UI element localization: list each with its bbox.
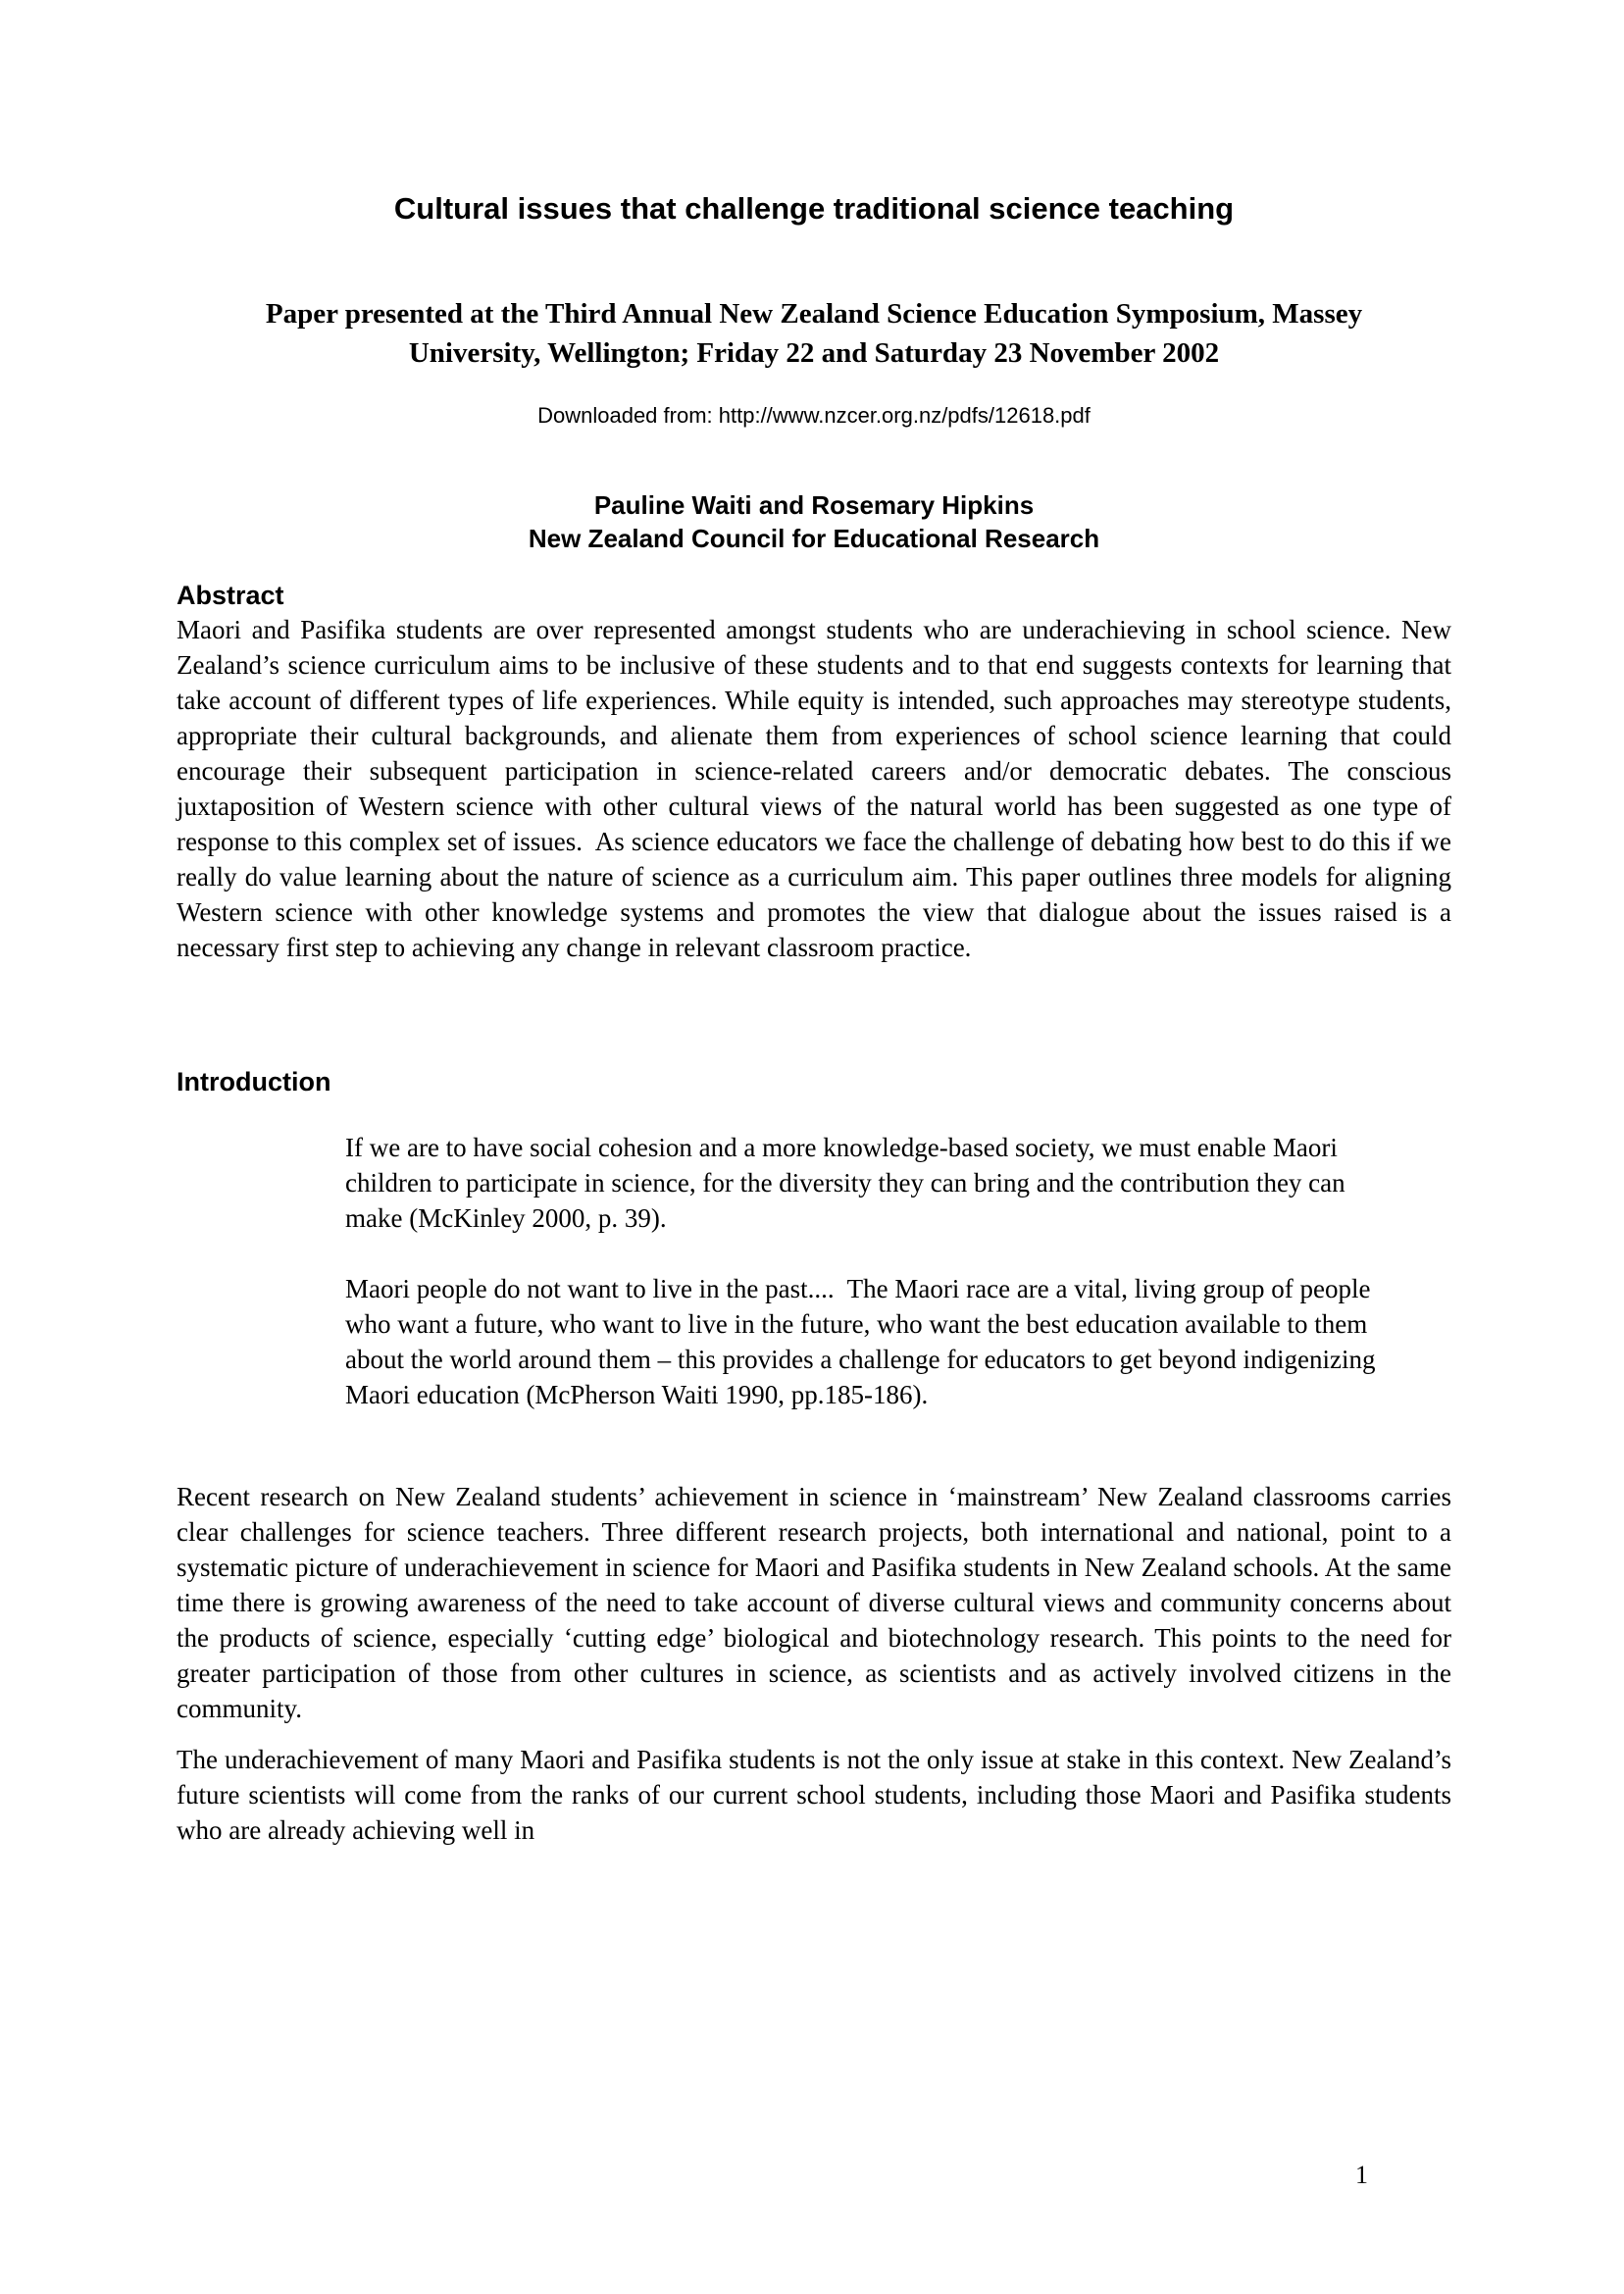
block-quote-mckinley: If we are to have social cohesion and a more knowledge-based society, we must enable Maori children to participate in science, for the diversity they can bring and the contribution they can make (McKinley 2000, p. 39). — [345, 1133, 1352, 1233]
presentation-note: Paper presented at the Third Annual New Zealand Science Education Symposium, Massey University, Wellington; Friday 22 and Saturday 23 November 2002 — [265, 298, 1370, 369]
page-content — [177, 189, 1458, 1848]
introduction-heading: Introduction — [177, 1067, 331, 1096]
block-quote-mcpherson-waiti: Maori people do not want to live in the past.... The Maori race are a vital, living group of people who want a future, who want to live in the future, who want the best education available to them about the world around them – this provides a challenge for educators to get beyond indigenizing Maori education (McPherson Waiti 1990, pp.185-186). — [345, 1274, 1383, 1409]
paper-title: Cultural issues that challenge traditional science teaching — [393, 191, 1235, 226]
affiliation: New Zealand Council for Educational Research — [528, 524, 1100, 553]
page-number: 1 — [1355, 2161, 1368, 2189]
paragraph-underachievement: The underachievement of many Maori and Pasifika students is not the only issue at stake in this context. New Zealand’s future scientists will come from the ranks of our current school students, including those Maori and Pasifika students who are already achieving well in — [177, 1745, 1458, 1845]
abstract-heading: Abstract — [177, 581, 284, 610]
author-block — [177, 488, 1451, 555]
authors: Pauline Waiti and Rosemary Hipkins — [593, 490, 1035, 520]
abstract-text: Maori and Pasifika students are over represented amongst students who are underachieving in school science. New Zealand’s science curriculum aims to be inclusive of these students and to that end suggests contexts for learning that take account of different types of life experiences. While equity is intended, such approaches may stereotype students, appropriate their cultural backgrounds, and alienate them from experiences of school science learning that could encourage their subsequent participation in science-related careers and/or democratic debates. The conscious juxtaposition of Western science with other cultural views of the natural world has been suggested as one type of response to this complex set of issues. As science educators we face the challenge of debating how best to do this if we really do value learning about the nature of science as a curriculum aim. This paper outlines three models for aligning Western science with other knowledge systems and promotes the view that dialogue about the issues raised is a necessary first step to achieving any change in relevant classroom practice. — [177, 615, 1458, 962]
download-source-line: Downloaded from: http://www.nzcer.org.nz/pdfs/12618.pdf — [537, 403, 1091, 428]
paragraph-recent-research: Recent research on New Zealand students’ achievement in science in ‘mainstream’ New Zealand classrooms carries clear challenges for science teachers. Three different research projects, both international and national, point to a systematic picture of underachievement in science for Maori and Pasifika students in New Zealand schools. At the same time there is growing awareness of the need to take account of diverse cultural views and community concerns about the products of science, especially ‘cutting edge’ biological and biotechnology research. This points to the need for greater participation of those from other cultures in science, as scientists and as actively involved citizens in the community. — [177, 1482, 1458, 1723]
